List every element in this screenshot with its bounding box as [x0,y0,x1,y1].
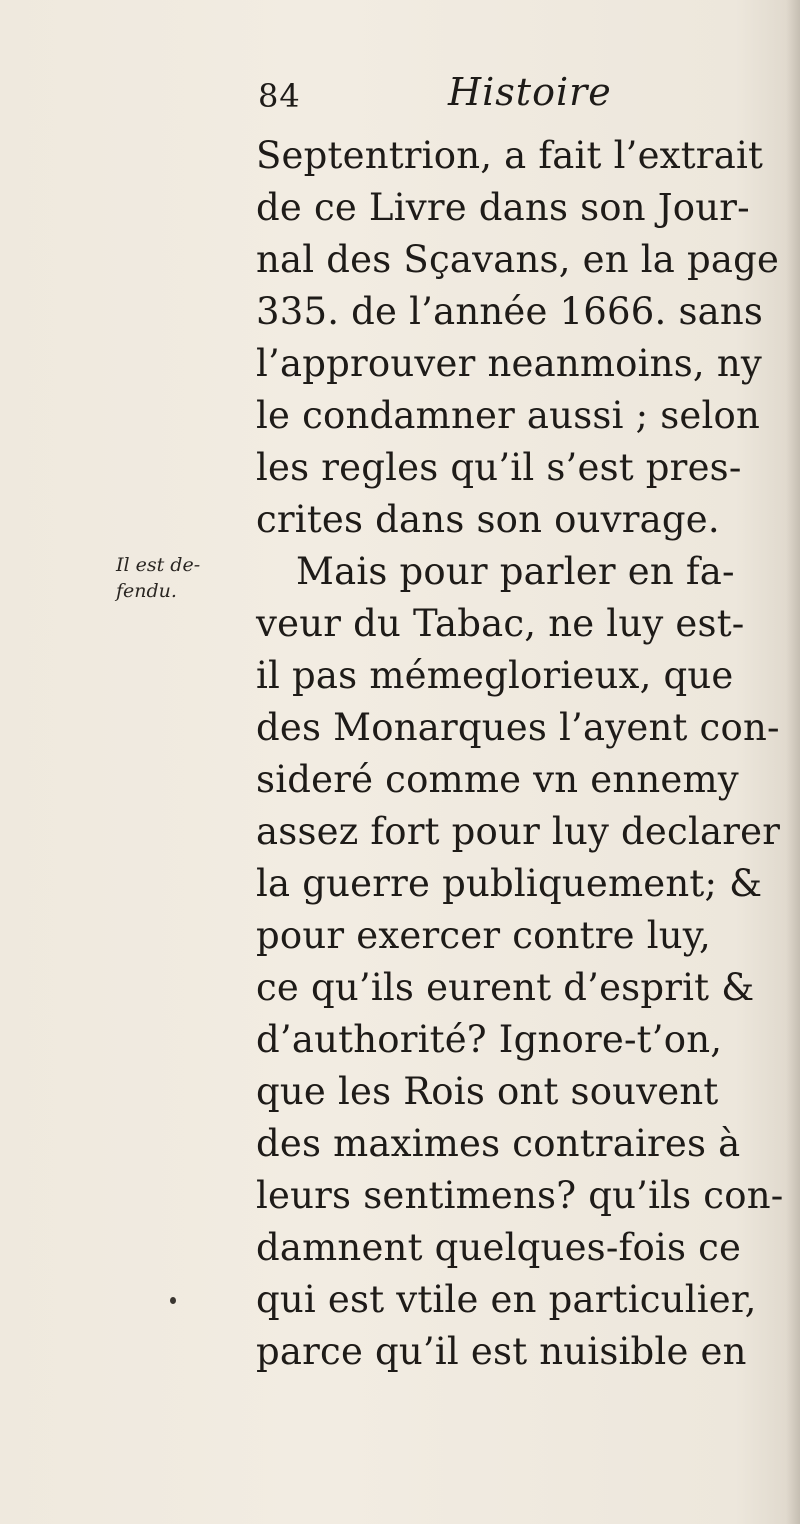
text-line: qui est vtile en particulier, [256,1278,757,1321]
text-line: crites dans son ouvrage. [256,498,720,541]
text-line: des maximes contraires à [256,1122,741,1165]
text-line: parce qu’il est nuisible en [256,1330,747,1373]
text-line: les regles qu’il s’est pres- [256,446,742,489]
ink-speck [170,1297,176,1304]
text-line: nal des Sçavans, en la page [256,238,780,281]
page-number: 84 [258,77,301,115]
text-line: il pas mémeglorieux, que [256,654,734,697]
text-line: damnent quelques-fois ce [256,1226,742,1269]
text-line: Mais pour parler en fa- [296,550,735,593]
running-title: Histoire [448,70,612,114]
text-line: Septentrion, a fait l’extrait [256,134,764,177]
text-line: assez fort pour luy declarer [256,810,781,853]
text-line: le condamner aussi ; selon [256,394,761,437]
margin-note [116,552,246,604]
text-line: ce qu’ils eurent d’esprit & [256,966,755,1009]
text-line: la guerre publiquement; & [256,862,763,905]
text-line: que les Rois ont souvent [256,1070,719,1113]
text-line: pour exercer contre luy, [256,914,711,957]
text-line: des Monarques l’ayent con- [256,706,780,749]
text-line: d’authorité? Ignore-t’on, [256,1018,723,1061]
margin-note-line: Il est de- [116,554,201,576]
text-line: 335. de l’année 1666. sans [256,290,764,333]
margin-note-line: fendu. [116,580,177,602]
text-line: sideré comme vn ennemy [256,758,739,801]
text-line: l’approuver neanmoins, ny [256,342,762,385]
body-text [256,130,796,1378]
text-line: de ce Livre dans son Jour- [256,186,750,229]
text-line: leurs sentimens? qu’ils con- [256,1174,784,1217]
text-line: veur du Tabac, ne luy est- [256,602,745,645]
running-head [258,70,658,120]
